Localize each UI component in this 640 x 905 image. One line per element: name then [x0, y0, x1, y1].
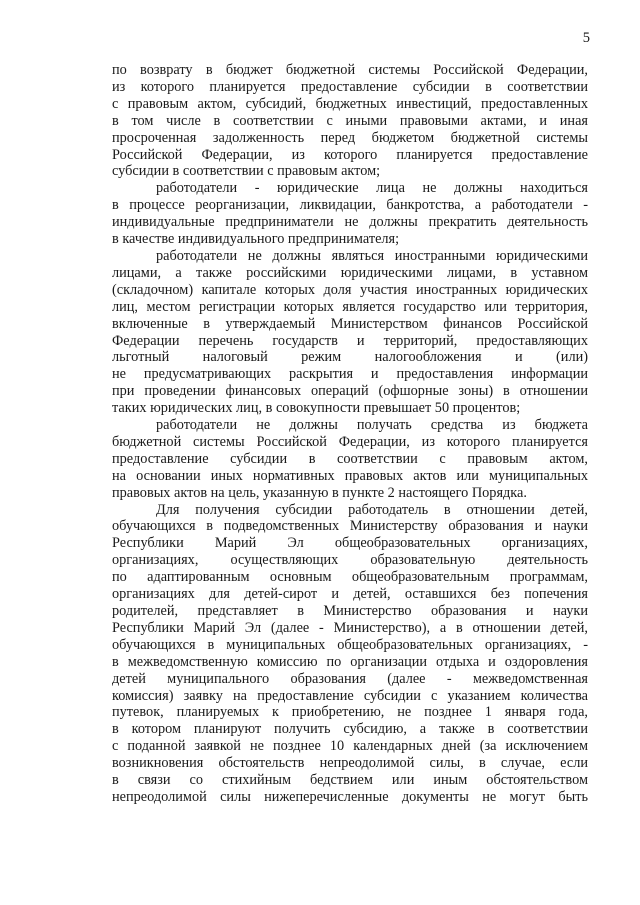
text-line: возникновения обстоятельств непреодолимой силы, в случае, если	[112, 755, 588, 772]
text-line: Для получения субсидии работодатель в отношении детей,	[156, 501, 588, 518]
text-line: индивидуальные предприниматели не должны прекратить деятельность	[112, 214, 588, 231]
text-line: Федерации перечень государств и территорий, предоставляющих	[112, 332, 588, 349]
text-line: работодатели - юридические лица не должны находиться	[156, 180, 588, 197]
text-line: (складочном) капитале которых доля участия иностранных юридических	[112, 281, 588, 298]
text-line: по адаптированным основным общеобразовательным программам,	[112, 569, 588, 586]
text-line: бюджетной системы Российской Федерации, из которого планируется	[112, 433, 588, 450]
paragraph-p4	[112, 417, 588, 502]
text-line: Российской Федерации, из которого планируется предоставление	[112, 146, 588, 163]
paragraph-p3	[112, 248, 588, 417]
text-line: организациях, осуществляющих образовательную деятельность	[112, 552, 588, 569]
text-line: в том числе в соответствии с иными правовыми актами, и иная	[112, 112, 588, 129]
text-line: при проведении финансовых операций (офшорные зоны) в отношении	[112, 383, 588, 400]
text-line: Республики Марий Эл (далее - Министерство), а в отношении детей,	[112, 619, 588, 636]
text-line: Республики Марий Эл общеобразовательных организациях,	[112, 535, 588, 552]
text-line: работодатели не должны являться иностранными юридическими	[156, 247, 588, 264]
text-line: правовых актов на цель, указанную в пункте 2 настоящего Порядка.	[112, 484, 527, 501]
text-line: детей муниципального образования (далее - межведомственная	[112, 670, 588, 687]
text-line: просроченная задолженность перед бюджетом бюджетной системы	[112, 129, 588, 146]
text-line: в межведомственную комиссию по организации отдыха и оздоровления	[112, 653, 588, 670]
text-line: обучающихся в подведомственных Министерству образования и науки	[112, 518, 588, 535]
text-line: предоставление субсидии в соответствии с правовым актом,	[112, 450, 588, 467]
paragraph-p5	[112, 502, 588, 806]
document-body	[112, 62, 588, 806]
text-line: в качестве индивидуального предпринимателя;	[112, 231, 400, 248]
text-line: из которого планируется предоставление субсидии в соответствии	[112, 78, 588, 95]
text-line: с правовым актом, субсидий, бюджетных инвестиций, предоставленных	[112, 95, 588, 112]
text-line: субсидии в соответствии с правовым актом;	[112, 163, 381, 180]
text-line: таких юридических лиц, в совокупности превышает 50 процентов;	[112, 400, 521, 417]
text-line: на основании иных нормативных правовых актов или муниципальных	[112, 467, 588, 484]
text-line: лицами, а также российскими юридическими лицами, в уставном	[112, 264, 588, 281]
text-line: в связи со стихийным бедствием или иным обстоятельством	[112, 772, 588, 789]
paragraph-p2	[112, 180, 588, 248]
text-line: путевок, планируемых к приобретению, не позднее 1 января года,	[112, 704, 588, 721]
text-line: родителей, представляет в Министерство образования и науки	[112, 603, 588, 619]
text-line: комиссия) заявку на предоставление субсидии с указанием количества	[112, 687, 588, 704]
text-line: не предусматривающих раскрытия и предоставления информации	[112, 366, 588, 383]
text-line: в процессе реорганизации, ликвидации, банкротства, а работодатели -	[112, 197, 588, 214]
text-line: льготный налоговый режим налогообложения и (или)	[112, 349, 588, 366]
text-line: непреодолимой силы нижеперечисленные документы не могут быть	[112, 788, 588, 805]
paragraph-p1	[112, 62, 588, 180]
text-line: в котором планируют получить субсидию, а также в соответствии	[112, 721, 588, 738]
page-number: 5	[582, 30, 590, 46]
text-line: по возврату в бюджет бюджетной системы Российской Федерации,	[112, 62, 588, 78]
text-line: лиц, местом регистрации которых является государство или территория,	[112, 298, 588, 315]
text-line: с поданной заявкой не позднее 10 календарных дней (за исключением	[112, 738, 588, 755]
text-line: работодатели не должны получать средства из бюджета	[156, 417, 588, 434]
text-line: обучающихся в муниципальных общеобразовательных организациях, -	[112, 636, 588, 653]
text-line: организациях для детей-сирот и детей, оставшихся без попечения	[112, 586, 588, 603]
text-line: включенные в утверждаемый Министерством финансов Российской	[112, 315, 588, 332]
